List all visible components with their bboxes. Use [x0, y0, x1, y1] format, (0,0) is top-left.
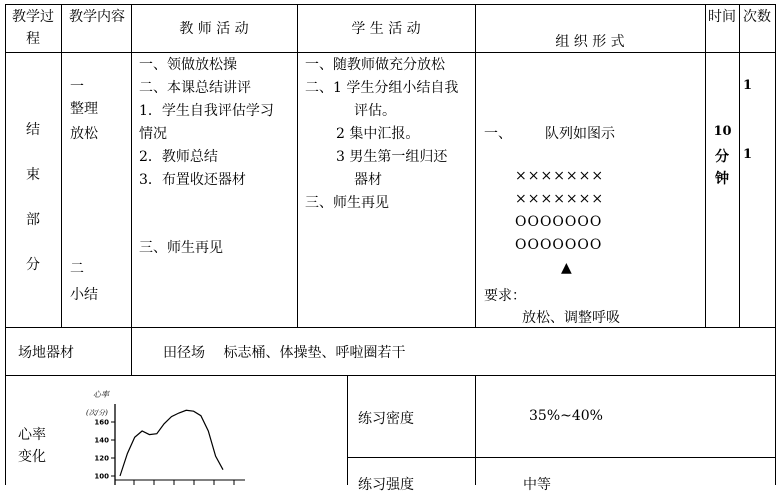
y-tick-label: 160 — [94, 418, 109, 427]
teacher-position-marker: ▲ — [561, 260, 572, 276]
heart-rate-chart — [70, 384, 250, 485]
header-teacher: 教 师 活 动 — [179, 21, 249, 37]
col-divider-1 — [61, 4, 62, 327]
student-line-6: 器材 — [354, 172, 382, 188]
teacher-line-2: 二、本课总结讲评 — [139, 80, 251, 96]
header-organization: 组 织 形 式 — [555, 34, 625, 50]
density-value: 35%~40% — [529, 408, 603, 424]
formation-row-3: OOOOOOO — [515, 214, 603, 230]
table-right-border — [775, 4, 776, 485]
y-tick-label: 120 — [94, 454, 109, 463]
count-value-1: 1 — [743, 78, 753, 93]
teacher-line-1: 一、领做放松操 — [139, 57, 237, 73]
chart-title: 心率 — [93, 390, 109, 399]
formation-title: 队列如图示 — [545, 126, 615, 142]
heart-rate-label: 心率变化 — [18, 427, 46, 465]
content-item2-number: 二 — [70, 261, 84, 277]
teacher-line-7: 三、师生再见 — [139, 240, 223, 256]
intensity-label: 练习强度 — [358, 477, 414, 493]
requirements-text: 放松、调整呼吸 — [522, 310, 620, 326]
chart-x-ticks — [134, 480, 234, 485]
table-top-border — [5, 4, 775, 5]
venue-row-divider — [5, 375, 775, 376]
col-divider-2 — [131, 4, 132, 375]
formation-row-1: ××××××× — [515, 168, 605, 184]
student-line-3: 评估。 — [354, 103, 396, 119]
formation-row-4: OOOOOOO — [515, 237, 603, 253]
heart-chart-divider — [347, 375, 348, 485]
col-divider-4 — [475, 4, 476, 327]
col-divider-6 — [739, 4, 740, 327]
chart-ylabel: (次/分) — [86, 409, 108, 417]
header-count: 次数 — [743, 9, 771, 25]
intensity-value: 中等 — [523, 477, 551, 493]
teacher-line-6: 3．布置收还器材 — [139, 172, 246, 188]
teacher-line-5: 2．教师总结 — [139, 149, 218, 165]
header-time: 时间 — [708, 9, 736, 25]
student-line-5: 3 男生第一组归还 — [336, 149, 448, 165]
col-divider-5 — [705, 4, 706, 327]
heart-rate-series-line — [120, 410, 223, 476]
phase-label: 结束部分 — [26, 122, 40, 273]
density-label: 练习密度 — [358, 411, 414, 427]
teacher-line-3: 1．学生自我评估学习 — [139, 103, 274, 119]
venue-label: 场地器材 — [18, 345, 74, 361]
content-item1-number: 一 — [70, 79, 84, 95]
student-line-1: 一、随教师做充分放松 — [305, 57, 445, 73]
y-tick-label: 140 — [94, 436, 109, 445]
formation-row-2: ××××××× — [515, 191, 605, 207]
venue-text: 田径场 标志桶、体操垫、呼啦圈若干 — [163, 345, 406, 361]
density-row-divider — [347, 457, 775, 458]
content-row-divider — [5, 327, 775, 328]
header-row-divider — [5, 52, 775, 53]
student-line-7: 三、师生再见 — [305, 195, 389, 211]
student-line-2: 二、1 学生分组小结自我 — [305, 80, 459, 96]
header-student: 学 生 活 动 — [351, 21, 421, 37]
org-label: 一、 — [484, 126, 512, 142]
content-item2-text: 小结 — [70, 287, 98, 303]
time-unit: 分钟 — [715, 149, 729, 187]
requirements-label: 要求： — [484, 288, 526, 304]
chart-y-ticks — [94, 419, 115, 481]
col-divider-3 — [297, 4, 298, 327]
count-value-2: 1 — [743, 147, 753, 162]
y-tick-label: 100 — [94, 472, 109, 481]
heart-value-divider — [475, 375, 476, 485]
header-content: 教学内容 — [69, 9, 125, 25]
student-line-4: 2 集中汇报。 — [336, 126, 420, 142]
teacher-line-4: 情况 — [139, 126, 167, 142]
table-left-border — [5, 4, 6, 485]
content-item1-text: 整理放松 — [70, 101, 98, 142]
header-process: 教学过程 — [12, 9, 54, 47]
time-value: 10 — [713, 124, 732, 139]
